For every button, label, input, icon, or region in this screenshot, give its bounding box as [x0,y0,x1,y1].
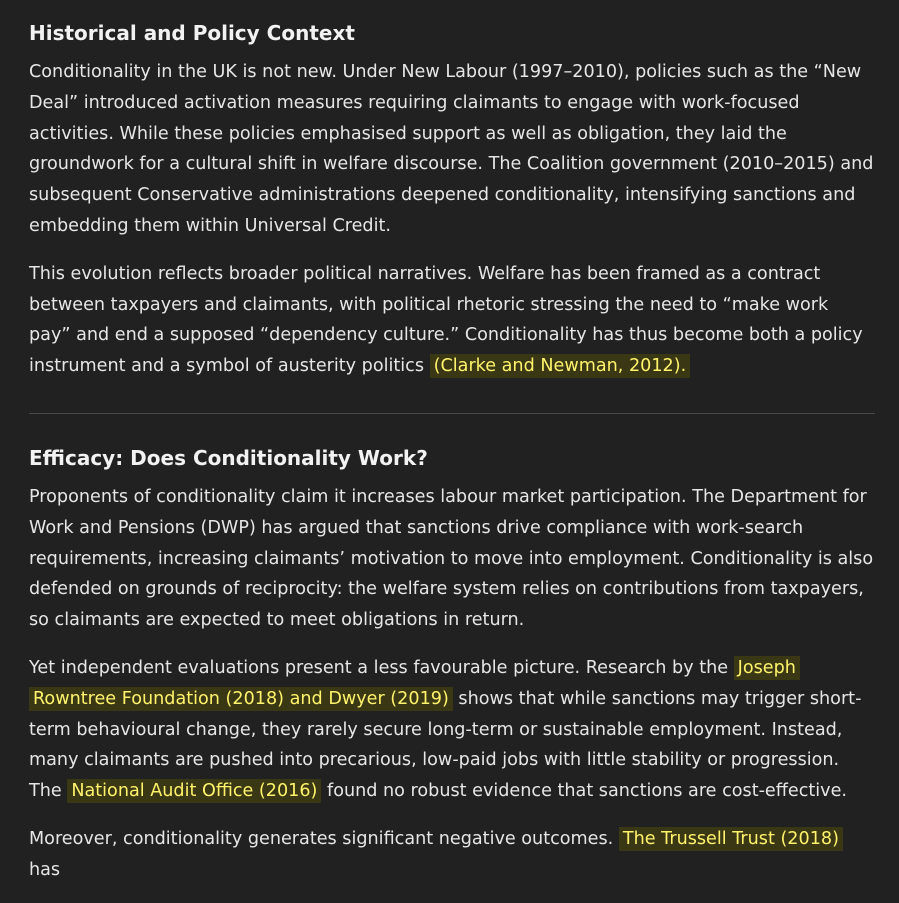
citation-highlight[interactable]: National Audit Office (2016) [67,779,321,803]
citation-highlight[interactable]: The Trussell Trust (2018) [619,827,843,851]
section-divider [29,413,875,414]
paragraph [29,259,875,382]
paragraph-text: Moreover, conditionality generates significant negative outcomes. [29,828,614,849]
paragraph: Conditionality in the UK is not new. Under New Labour (1997–2010), policies such as the “New Deal” introduced activation measures requiring claimants to engage with work-focused activities. While these policies emphasised support as well as obligation, they laid the groundwork for a cultural shift in welfare discourse. The Coalition government (2010–2015) and subsequent Conservative administrations deepened conditionality, intensifying sanctions and embedding them within Universal Credit. [29,62,874,236]
section-efficacy [29,444,875,886]
paragraph-text: This evolution reflects broader political narratives. Welfare has been framed as a contract between taxpayers and claimants, with political rhetoric stressing the need to “make work pay” and end a supposed “dependency culture.” Conditionality has thus become both a policy instrument and a symbol of austerity politics [29,263,863,377]
paragraph-text: has [29,859,61,880]
section-heading: Efficacy: Does Conditionality Work? [29,445,428,470]
paragraph-text: Yet independent evaluations present a less favourable picture. Research by the [29,657,729,678]
paragraph-text: found no robust evidence that sanctions are cost-effective. [327,781,847,802]
paragraph [29,653,875,807]
section-heading: Historical and Policy Context [29,21,355,45]
section-historical-context [29,19,875,382]
citation-highlight[interactable]: (Clarke and Newman, 2012). [430,354,691,378]
paragraph-text: shows that while sanctions may trigger short-term behavioural change, they rarely secure long-term or sustainable employment. Instead, many claimants are pushed into precarious, low-paid jobs with little stability or progression. The [29,688,862,802]
article-body [29,19,875,903]
paragraph [29,824,875,886]
paragraph: Proponents of conditionality claim it increases labour market participation. The Department for Work and Pensions (DWP) has argued that sanctions drive compliance with work-search requirements, increasing claimants’ motivation to move into employment. Conditionality is also defended on grounds of reciprocity: the welfare system relies on contributions from taxpayers, so claimants are expected to meet obligations in return. [29,486,874,631]
citation-highlight[interactable]: Joseph Rowntree Foundation (2018) and Dwyer (2019) [29,656,800,711]
